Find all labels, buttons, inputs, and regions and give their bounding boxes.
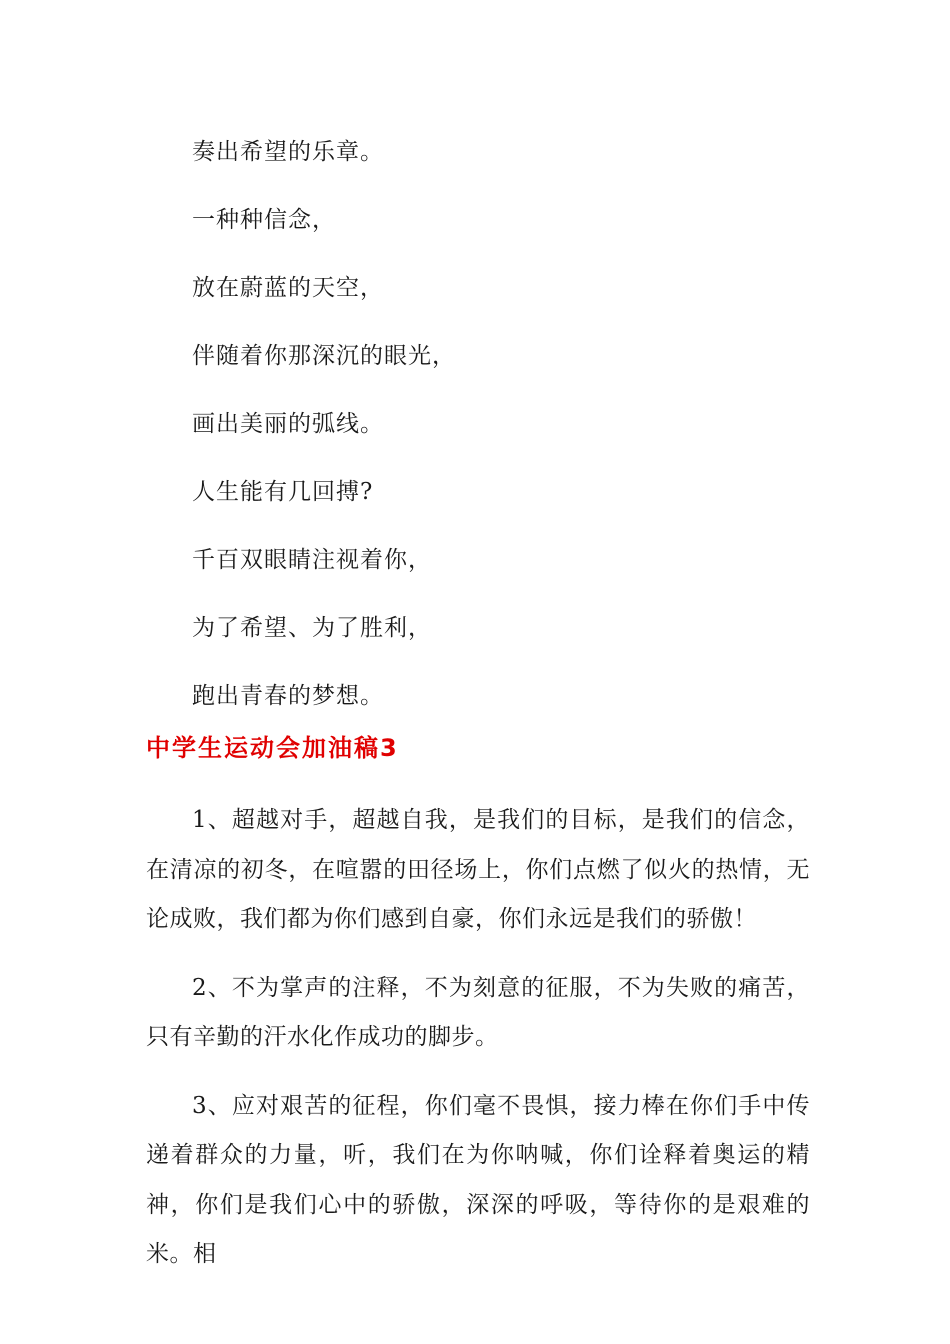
poem-line: 跑出青春的梦想。 [192, 683, 384, 709]
poem-line: 画出美丽的弧线。 [192, 411, 384, 437]
poem-line: 伴随着你那深沉的眼光， [192, 343, 456, 369]
poem-line: 一种种信念， [192, 207, 336, 233]
paragraph-block [146, 796, 810, 1299]
poem-line: 放在蔚蓝的天空， [192, 275, 384, 301]
poem-line: 千百双眼睛注视着你， [192, 547, 432, 573]
poem-line: 人生能有几回搏? [192, 479, 374, 505]
paragraph-3: 3、应对艰苦的征程，你们毫不畏惧，接力棒在你们手中传递着群众的力量，听，我们在为你呐喊，你们诠释着奥运的精神，你们是我们心中的骄傲，深深的呼吸，等待你的是艰难的米。相 [146, 1092, 810, 1267]
poem-line: 为了希望、为了胜利， [192, 615, 432, 641]
poem-line: 奏出希望的乐章。 [192, 139, 384, 165]
paragraph-1: 1、超越对手，超越自我，是我们的目标，是我们的信念，在清凉的初冬，在喧嚣的田径场上，你们点燃了似火的热情，无论成败，我们都为你们感到自豪，你们永远是我们的骄傲！ [146, 807, 810, 932]
poem-block [192, 118, 812, 730]
paragraph-2: 2、不为掌声的注释，不为刻意的征服，不为失败的痛苦，只有辛勤的汗水化作成功的脚步。 [146, 974, 810, 1050]
section-heading: 中学生运动会加油稿3 [146, 734, 399, 762]
